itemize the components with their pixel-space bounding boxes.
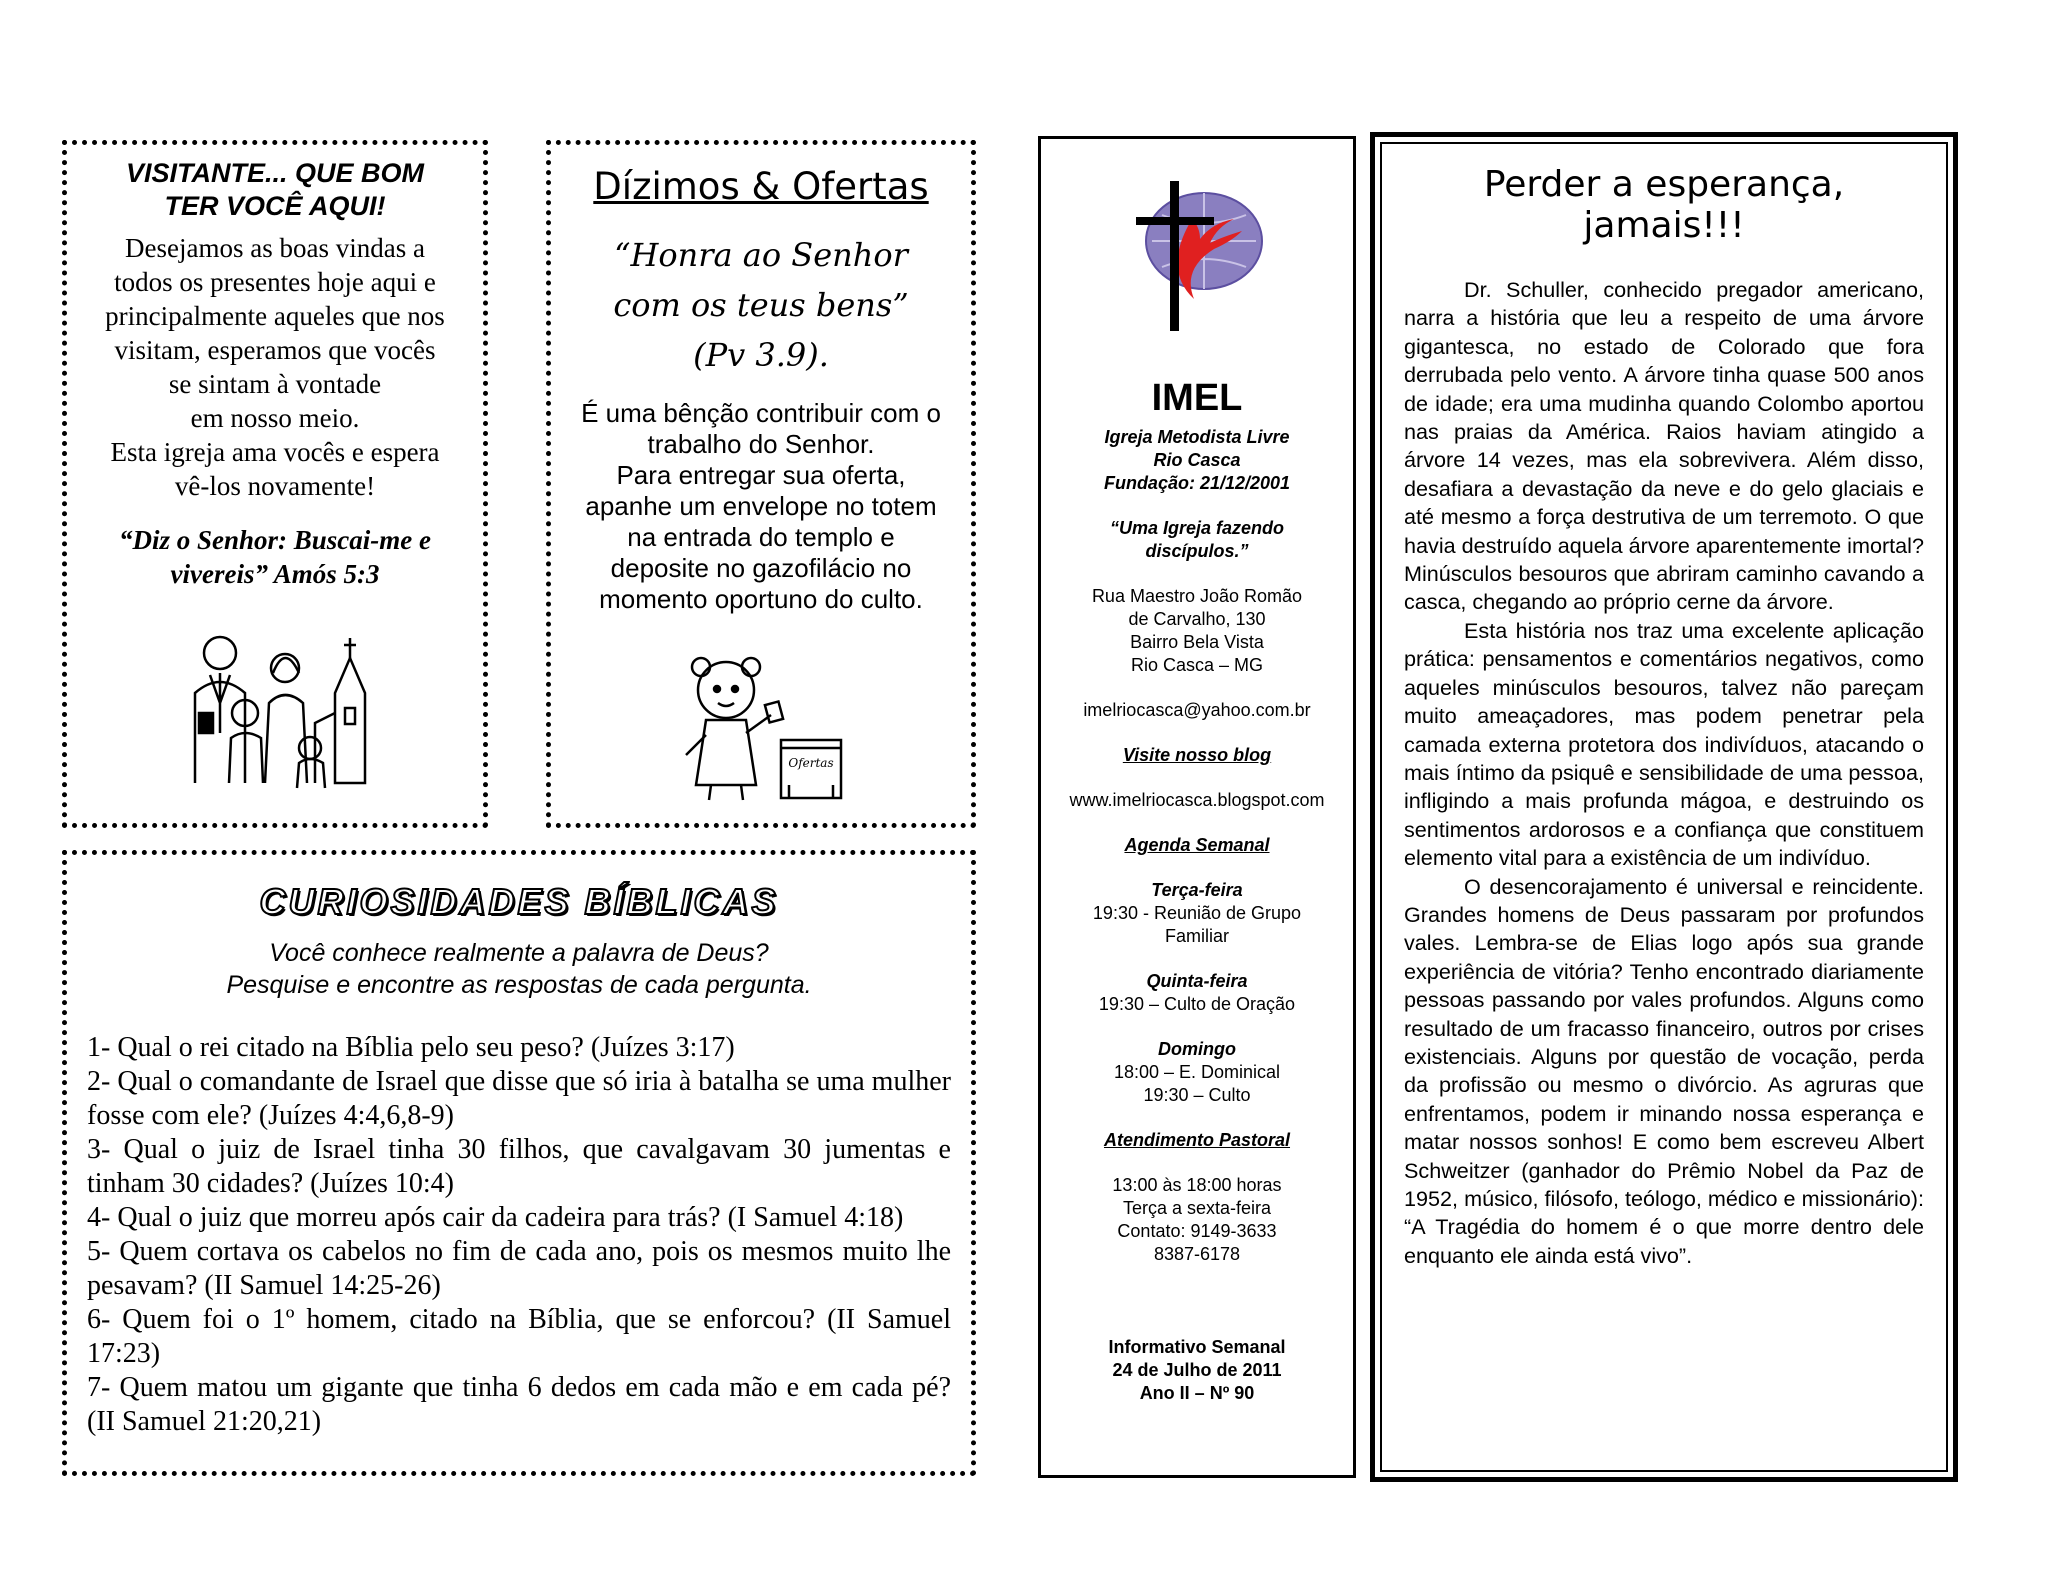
church-email: imelriocasca@yahoo.com.br xyxy=(1083,700,1311,720)
pastoral-heading: Atendimento Pastoral xyxy=(1103,1130,1291,1150)
blog-url: www.imelriocasca.blogspot.com xyxy=(1069,790,1325,810)
newsletter-issue: Ano II – Nº 90 xyxy=(1139,1383,1255,1403)
church-acronym: IMEL xyxy=(1151,377,1243,419)
visitor-title-line-1: VISITANTE... QUE BOM xyxy=(125,158,424,188)
address-line: Rua Maestro João Romão xyxy=(1091,586,1303,606)
tithes-body-line: apanhe um envelope no totem xyxy=(585,491,937,521)
tithes-body-line: trabalho do Senhor. xyxy=(647,429,875,459)
trivia-question: 4- Qual o juiz que morreu após cair da cadeira para trás? (I Samuel 4:18) xyxy=(87,1202,904,1233)
trivia-subtitle-line-1: Você conhece realmente a palavra de Deus? xyxy=(269,939,769,967)
offering-box-label: Ofertas xyxy=(788,756,834,770)
family-church-icon xyxy=(165,613,385,793)
church-motto: “Uma Igreja fazendo xyxy=(1109,518,1285,538)
tithes-body-line: na entrada do templo e xyxy=(627,522,895,552)
visitor-body-line: todos os presentes hoje aqui e xyxy=(114,267,436,297)
church-full-name: Igreja Metodista Livre xyxy=(1104,427,1290,447)
article-paragraph: Dr. Schuller, conhecido pregador americano, narra a história que leu a respeito de uma árvore gigantesca, no estado de Colorado que fora derrubada pelo vento. A árvore tinha quase 500 anos de idade; era uma mudinha quando Colombo aportou nas praias da América. Raios haviam atingido a árvore 14 vezes, mas ela sobrevivera. Além disso, desafiara a devastação da neve e do gelo glaciais e até mesmo a força destrutiva de um terremoto. O que havia destruído aquela árvore aparentemente imortal? Minúsculos besouros que abriram caminho cavando a casca, chegando ao próprio cerne da árvore. xyxy=(1404,277,1924,615)
visitor-title-line-2: TER VOCÊ AQUI! xyxy=(164,191,386,221)
trivia-subtitle xyxy=(87,937,951,1001)
agenda-heading: Agenda Semanal xyxy=(1124,835,1270,855)
address-line: Rio Casca – MG xyxy=(1130,655,1264,675)
visitor-body xyxy=(83,231,467,503)
visitor-body-line: principalmente aqueles que nos xyxy=(105,301,445,331)
trivia-title: CURIOSIDADES BÍBLICAS xyxy=(259,881,779,922)
visitor-body-line: se sintam à vontade xyxy=(168,369,382,399)
agenda-line: 19:30 – Culto xyxy=(1143,1085,1251,1105)
agenda-line: 19:30 – Culto de Oração xyxy=(1098,994,1296,1014)
agenda-day: Quinta-feira xyxy=(1146,971,1248,991)
agenda-line: 19:30 - Reunião de Grupo xyxy=(1092,903,1302,923)
church-city: Rio Casca xyxy=(1153,450,1241,470)
article-paragraph: Esta história nos traz uma excelente aplicação prática: pensamentos e comentários negativos, como aqueles minúsculos besouros, talvez não pareçam muito ameaçadores, mas podem penetrar pela camada externa protetora dos indivíduos, atacando o mais íntimo da psiquê e sensibilidade de uma pessoa, infligindo a mais profunda mágoa, e destruindo os sentimentos ardorosos e a confiança que constituem elemento vital para a existência de um indivíduo. xyxy=(1404,617,1924,871)
visitor-verse xyxy=(83,523,467,591)
girl-offering-box-icon xyxy=(671,645,851,805)
tithes-body-line: deposite no gazofilácio no xyxy=(610,553,912,583)
article-title: Perder a esperança, jamais!!! xyxy=(1483,164,1845,246)
visitor-title xyxy=(83,157,467,223)
trivia-subtitle-line-2: Pesquise e encontre as respostas de cada pergunta. xyxy=(226,971,812,999)
address-line: Bairro Bela Vista xyxy=(1130,632,1264,652)
visitor-body-line: vê-los novamente! xyxy=(174,471,376,501)
bible-trivia-box xyxy=(62,850,976,1476)
pastoral-line: 13:00 às 18:00 horas xyxy=(1112,1175,1282,1195)
pastoral-line: Contato: 9149-3633 xyxy=(1117,1221,1277,1241)
article-paragraph: O desencorajamento é universal e reincidente. Grandes homens de Deus passaram por profundos vales. Lembra-se de Elias logo após sua grande experiência de vitória? Tenho encontrado diariamente pessoas passando por vales profundos. Alguns como resultado de um fracasso financeiro, outros por crises existenciais. Alguns por questão de vocação, perda da profissão ou mesmo o divórcio. As agruras que enfrentamos, podem ir minando nossa esperança e matar nossos sonhos! E como bem escreveu Albert Schweitzer (ganhador do Prêmio Nobel da Paz de 1952, músico, filósofo, teólogo, médico e missionário): “A Tragédia do homem é o que morre dentro dele enquanto ele ainda está vivo”. xyxy=(1404,873,1924,1268)
church-info-panel xyxy=(1038,136,1356,1478)
article-inner xyxy=(1380,142,1948,1472)
newsletter-footer: Informativo Semanal xyxy=(1108,1337,1286,1357)
visitor-body-line: visitam, esperamos que vocês xyxy=(114,335,436,365)
visitor-body-line: em nosso meio. xyxy=(190,403,360,433)
trivia-question: 5- Quem cortava os cabelos no fim de cada ano, pois os mesmos muito lhe pesavam? (II Samuel 14:25-26) xyxy=(87,1236,951,1301)
pastoral-line: 8387-6178 xyxy=(1153,1244,1241,1264)
visitor-body-line: Desejamos as boas vindas a xyxy=(125,233,425,263)
visitor-verse-line-1: “Diz o Senhor: Buscai-me e xyxy=(118,525,432,555)
pastoral-line: Terça a sexta-feira xyxy=(1122,1198,1272,1218)
agenda-line: 18:00 – E. Dominical xyxy=(1113,1062,1281,1082)
tithes-body-line: Para entregar sua oferta, xyxy=(616,460,906,490)
tithes-verse: “Honra ao Senhor com os teus bens” (Pv 3.9). xyxy=(613,236,909,374)
tithes-body xyxy=(565,398,957,615)
church-motto: discípulos.” xyxy=(1145,541,1249,561)
newsletter-date: 24 de Julho de 2011 xyxy=(1112,1360,1282,1380)
address-line: de Carvalho, 130 xyxy=(1128,609,1266,629)
trivia-question: 7- Quem matou um gigante que tinha 6 dedos em cada mão e em cada pé? (II Samuel 21:20,21) xyxy=(87,1372,951,1437)
agenda-day: Domingo xyxy=(1158,1039,1236,1059)
church-founded: Fundação: 21/12/2001 xyxy=(1103,473,1291,493)
agenda-day: Terça-feira xyxy=(1151,880,1243,900)
tithes-body-line: É uma bênção contribuir com o xyxy=(581,398,941,428)
agenda-line: Familiar xyxy=(1164,926,1229,946)
visitor-verse-line-2: vivereis” Amós 5:3 xyxy=(170,559,380,589)
trivia-question: 6- Quem foi o 1º homem, citado na Bíblia, que se enforcou? (II Samuel 17:23) xyxy=(87,1304,951,1369)
tithes-offerings-box xyxy=(546,140,976,828)
methodist-cross-flame-globe-icon xyxy=(1122,179,1272,339)
article-box xyxy=(1370,132,1958,1482)
tithes-title: Dízimos & Ofertas xyxy=(593,165,929,208)
visitor-body-line: Esta igreja ama vocês e espera xyxy=(110,437,440,467)
trivia-question: 3- Qual o juiz de Israel tinha 30 filhos, que cavalgavam 30 jumentas e tinham 30 cidades? (Juízes 10:4) xyxy=(87,1134,951,1199)
visitor-welcome-box xyxy=(62,140,488,828)
tithes-body-line: momento oportuno do culto. xyxy=(599,584,923,614)
trivia-question: 2- Qual o comandante de Israel que disse que só iria à batalha se uma mulher fosse com ele? (Juízes 4:4,6,8-9) xyxy=(87,1066,951,1131)
trivia-question: 1- Qual o rei citado na Bíblia pelo seu peso? (Juízes 3:17) xyxy=(87,1032,735,1063)
blog-heading: Visite nosso blog xyxy=(1122,745,1272,765)
